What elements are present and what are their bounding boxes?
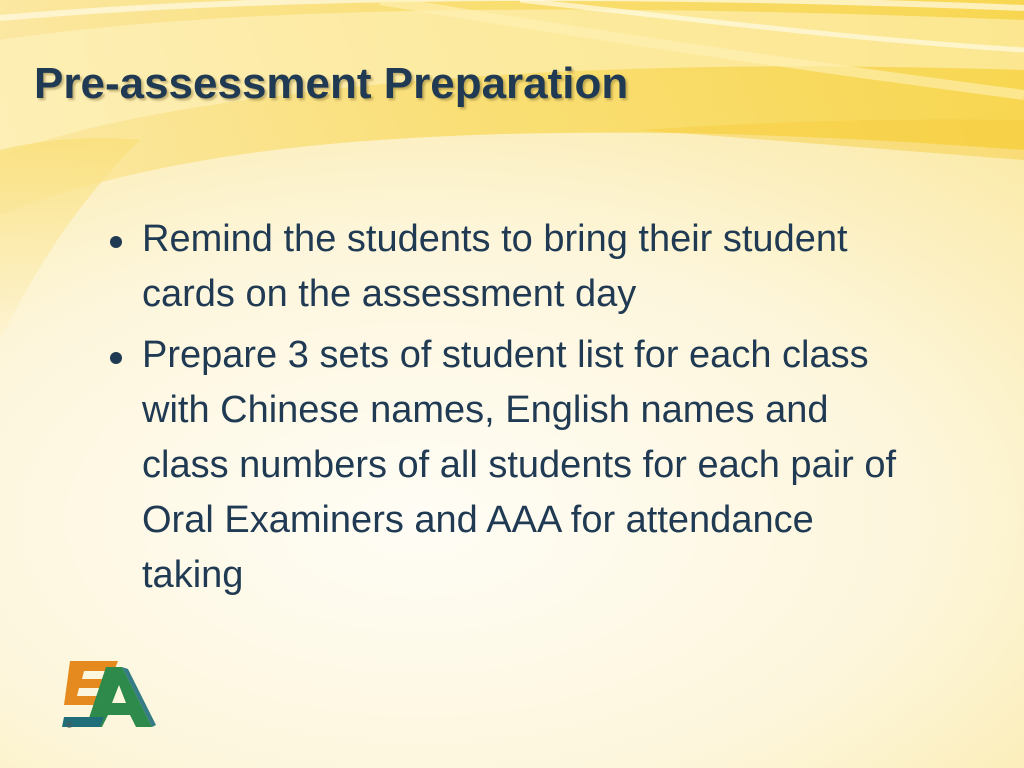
- bullet-dot-icon: [110, 236, 122, 248]
- slide-title: Pre-assessment Preparation: [34, 59, 629, 108]
- bullet-text: Prepare 3 sets of student list for each class with Chinese names, English names and class numbers of all students for each pair of Oral Examiners and AAA for attendance taking: [142, 334, 897, 596]
- bullet-list: [108, 212, 898, 609]
- bullet-dot-icon: [110, 352, 122, 364]
- bullet-text: Remind the students to bring their student cards on the assessment day: [142, 218, 848, 315]
- bullet-item: [108, 328, 898, 603]
- ea-logo-icon: [60, 655, 160, 735]
- bullet-item: [108, 212, 898, 322]
- registered-mark: ®: [66, 720, 73, 730]
